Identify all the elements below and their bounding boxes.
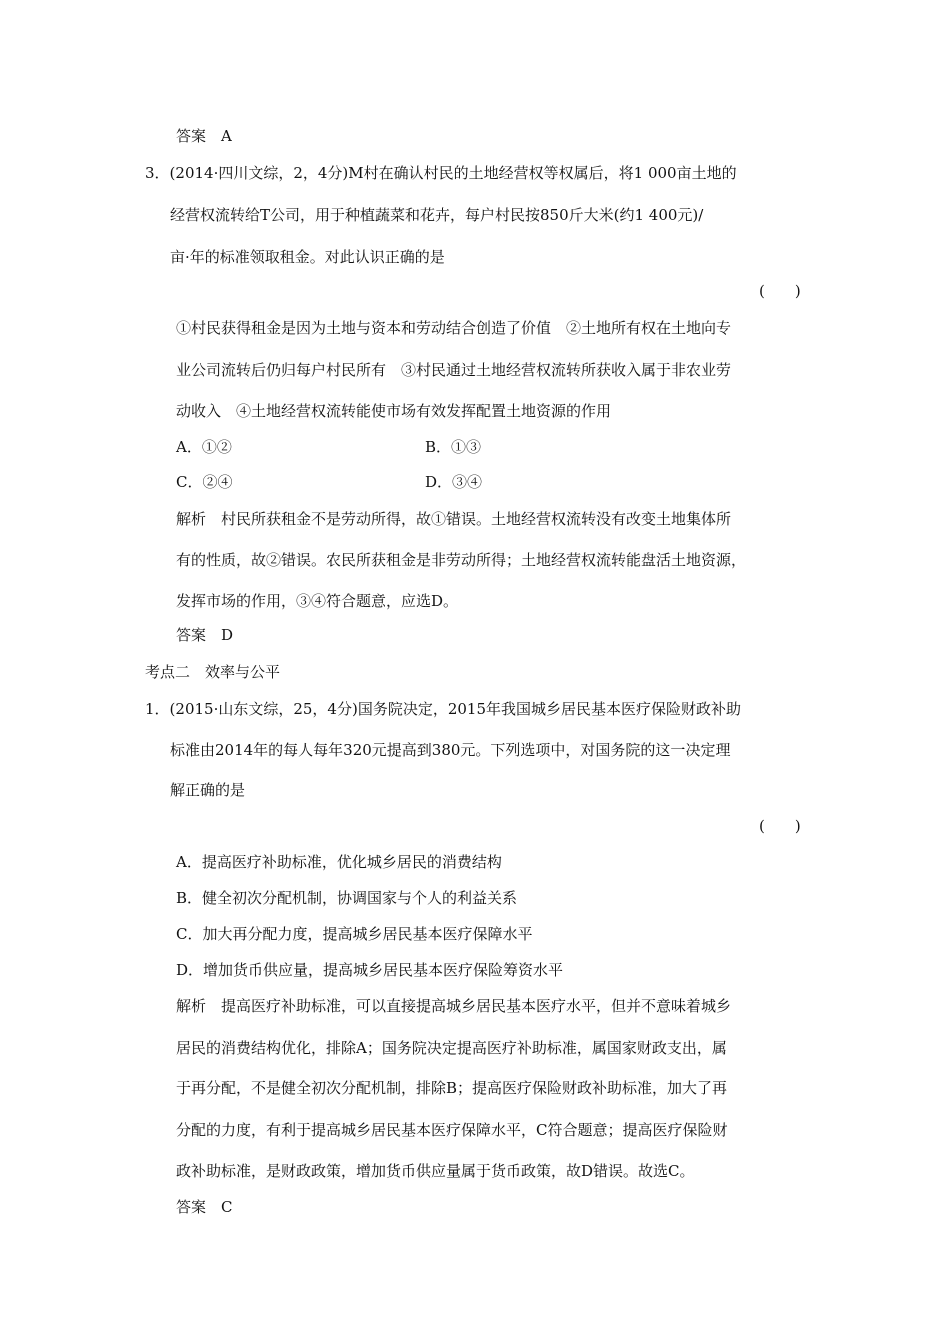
q3-stem-line-1: 3．(2014·四川文综，2，4分)M村在确认村民的土地经营权等权属后，将1 000亩土地的 [145, 164, 737, 182]
q1-analysis-line-5: 政补助标准，是财政政策，增加货币供应量属于货币政策，故D错误。故选C。 [176, 1162, 695, 1180]
q1-option-a: A．提高医疗补助标准，优化城乡居民的消费结构 [176, 853, 502, 871]
q1-answer-blank: ( ) [759, 817, 801, 835]
q1-option-b: B．健全初次分配机制，协调国家与个人的利益关系 [176, 889, 518, 907]
q1-analysis-line-4: 分配的力度，有利于提高城乡居民基本医疗保障水平，C符合题意；提高医疗保险财 [176, 1121, 728, 1139]
q3-answer: 答案 D [176, 626, 234, 644]
q1-stem-line-3: 解正确的是 [170, 781, 246, 799]
q1-option-d: D．增加货币供应量，提高城乡居民基本医疗保险筹资水平 [176, 961, 564, 979]
q3-stem-line-2: 经营权流转给T公司，用于种植蔬菜和花卉，每户村民按850斤大米(约1 400元)/ [170, 206, 704, 224]
q2-answer: 答案 A [176, 127, 232, 145]
q3-analysis-line-1: 解析 村民所获租金不是劳动所得，故①错误。土地经营权流转没有改变土地集体所 [176, 510, 732, 528]
q3-statement-line-3: 动收入 ④土地经营权流转能使市场有效发挥配置土地资源的作用 [176, 402, 612, 420]
q3-answer-blank: ( ) [759, 282, 801, 300]
q3-analysis-line-3: 发挥市场的作用，③④符合题意，应选D。 [176, 592, 459, 610]
q1-analysis-line-3: 于再分配，不是健全初次分配机制，排除B；提高医疗保险财政补助标准，加大了再 [176, 1079, 728, 1097]
q3-option-c: C．②④ [176, 473, 233, 491]
q1-stem-line-1: 1．(2015·山东文综，25，4分)国务院决定，2015年我国城乡居民基本医疗保险财政补助 [145, 700, 741, 718]
section-title: 考点二 效率与公平 [145, 663, 281, 681]
q3-stem-line-3: 亩·年的标准领取租金。对此认识正确的是 [170, 248, 445, 266]
q1-analysis-line-1: 解析 提高医疗补助标准，可以直接提高城乡居民基本医疗水平，但并不意味着城乡 [176, 997, 732, 1015]
q3-option-b: B．①③ [425, 438, 482, 456]
q3-analysis-line-2: 有的性质，故②错误。农民所获租金是非劳动所得；土地经营权流转能盘活土地资源， [176, 551, 747, 569]
q1-analysis-line-2: 居民的消费结构优化，排除A；国务院决定提高医疗补助标准，属国家财政支出，属 [176, 1039, 727, 1057]
q1-answer: 答案 C [176, 1198, 233, 1216]
q3-option-a: A．①② [176, 438, 232, 456]
q1-option-c: C．加大再分配力度，提高城乡居民基本医疗保障水平 [176, 925, 533, 943]
q1-stem-line-2: 标准由2014年的每人每年320元提高到380元。下列选项中，对国务院的这一决定理 [170, 741, 731, 759]
q3-statement-line-2: 业公司流转后仍归每户村民所有 ③村民通过土地经营权流转所获收入属于非农业劳 [176, 361, 732, 379]
q3-option-d: D．③④ [425, 473, 483, 491]
q3-statement-line-1: ①村民获得租金是因为土地与资本和劳动结合创造了价值 ②土地所有权在土地向专 [176, 319, 732, 337]
